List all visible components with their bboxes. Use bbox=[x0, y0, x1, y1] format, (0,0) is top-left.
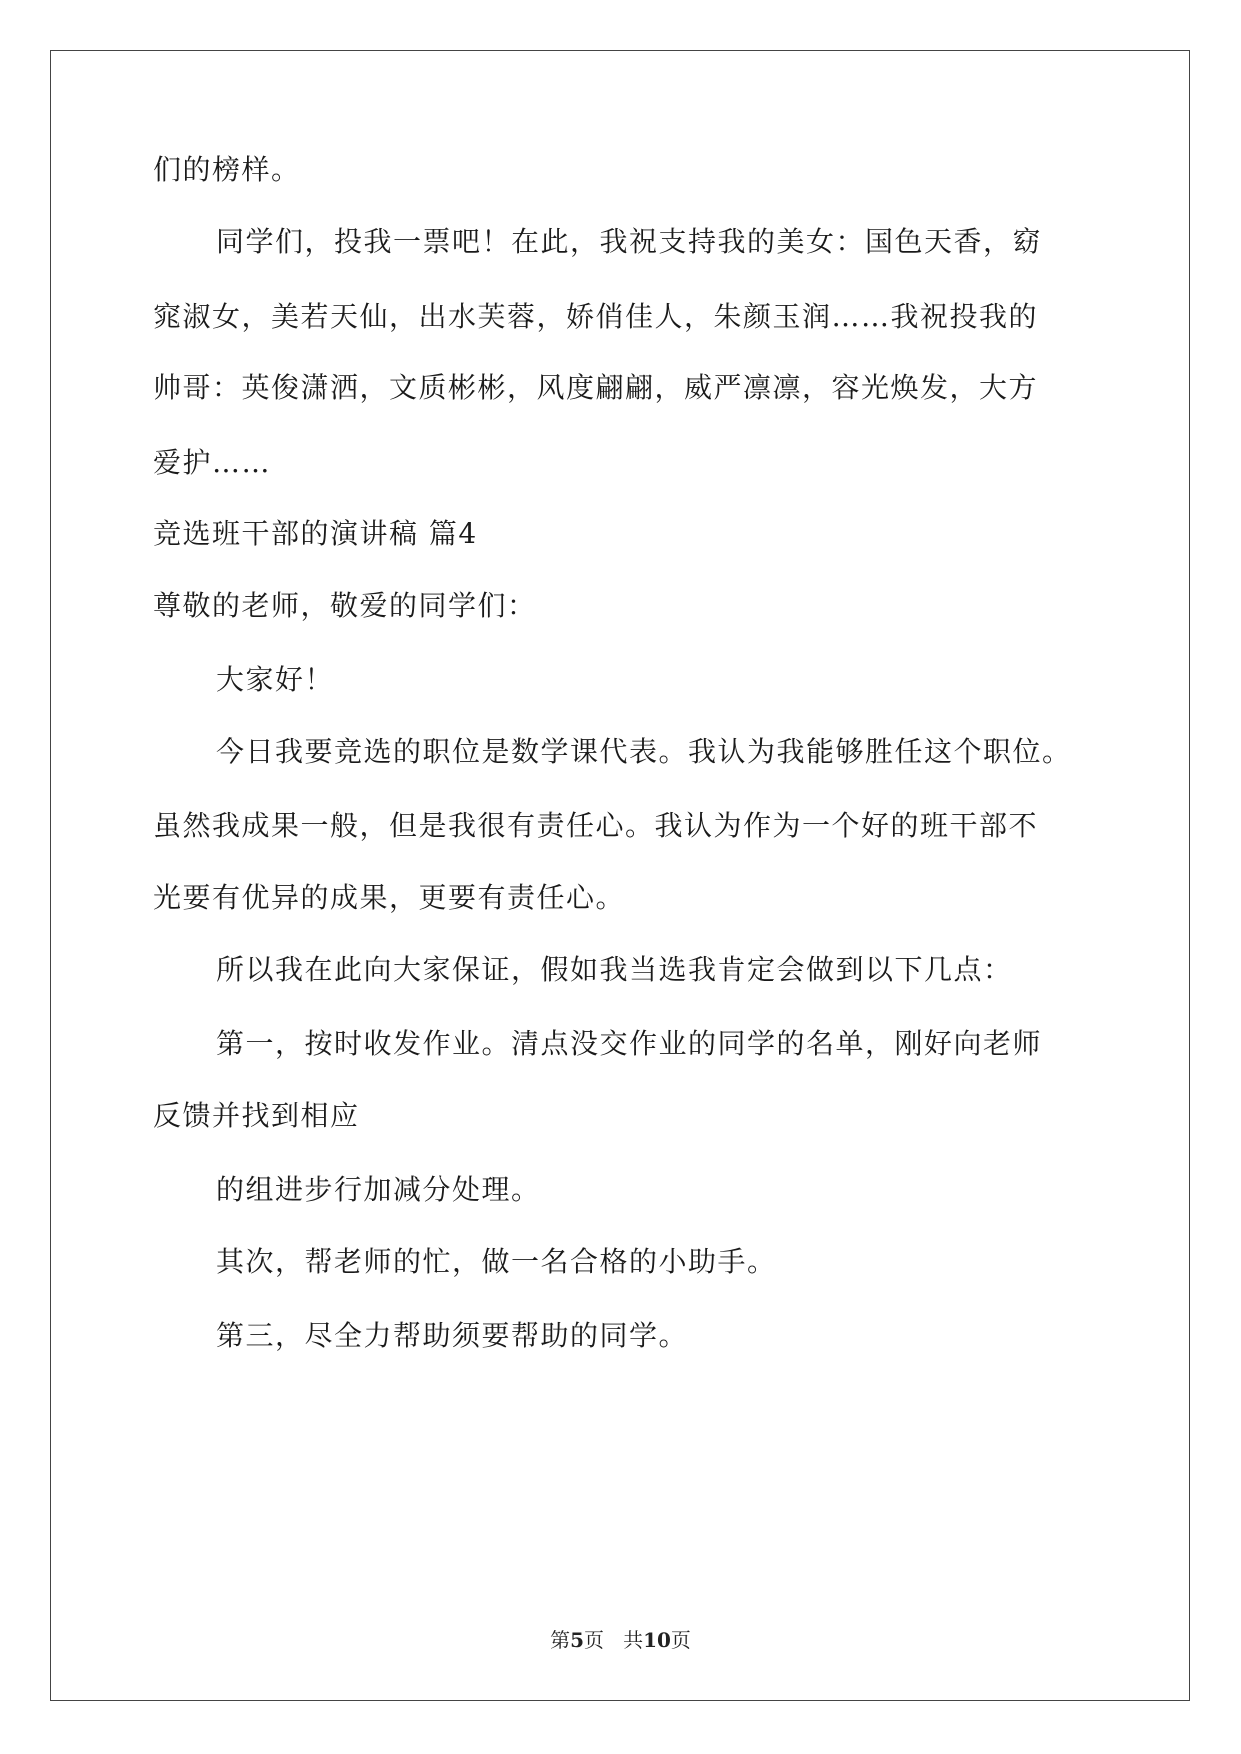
text-line: 们的榜样。 bbox=[153, 153, 301, 186]
salutation: 尊敬的老师，敬爱的同学们： bbox=[153, 589, 537, 622]
text-line: 其次，帮老师的忙，做一名合格的小助手。 bbox=[216, 1245, 777, 1278]
text-line: 虽然我成果一般，但是我很有责任心。我认为作为一个好的班干部不 bbox=[153, 809, 1039, 842]
text-line: 今日我要竞选的职位是数学课代表。我认为我能够胜任这个职位。 bbox=[216, 735, 1072, 768]
text-line: 第一，按时收发作业。清点没交作业的同学的名单，刚好向老师 bbox=[216, 1027, 1043, 1060]
page-footer bbox=[0, 1626, 1241, 1654]
footer-page-suffix: 页 bbox=[584, 1628, 604, 1652]
total-pages: 10 bbox=[643, 1628, 671, 1652]
footer-total-suffix: 页 bbox=[670, 1628, 691, 1652]
greeting: 大家好！ bbox=[216, 663, 335, 696]
text-line: 反馈并找到相应 bbox=[153, 1099, 360, 1132]
text-line: 帅哥：英俊潇洒，文质彬彬，风度翩翩，威严凛凛，容光焕发，大方 bbox=[153, 371, 1039, 404]
footer-total-prefix: 共 bbox=[623, 1628, 644, 1652]
section-heading: 竞选班干部的演讲稿 篇4 bbox=[153, 517, 478, 550]
text-line: 同学们，投我一票吧！在此，我祝支持我的美女：国色天香，窈 bbox=[216, 225, 1043, 258]
page-number: 5 bbox=[570, 1628, 584, 1652]
text-line: 所以我在此向大家保证，假如我当选我肯定会做到以下几点： bbox=[216, 953, 1013, 986]
text-line: 爱护…… bbox=[153, 446, 272, 479]
text-line: 第三，尽全力帮助须要帮助的同学。 bbox=[216, 1319, 689, 1352]
text-line: 窕淑女，美若天仙，出水芙蓉，娇俏佳人，朱颜玉润……我祝投我的 bbox=[153, 300, 1039, 333]
text-line: 的组进步行加减分处理。 bbox=[216, 1173, 541, 1206]
footer-prefix: 第 bbox=[550, 1628, 571, 1652]
text-line: 光要有优异的成果，更要有责任心。 bbox=[153, 881, 626, 914]
